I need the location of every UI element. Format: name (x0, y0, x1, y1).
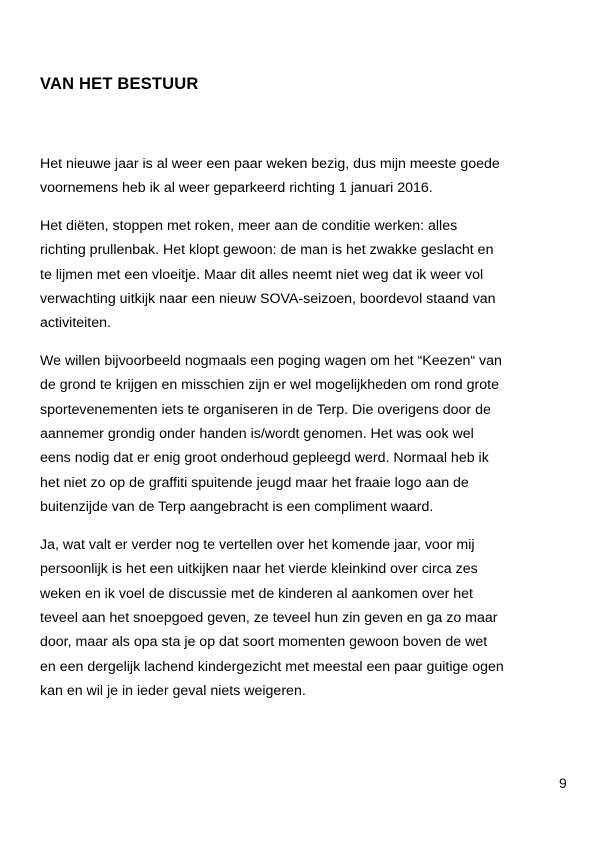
text-line: persoonlijk is het een uitkijken naar het vierde kleinkind over circa zes (40, 561, 478, 578)
text-line: voornemens heb ik al weer geparkeerd richting 1 januari 2016. (40, 180, 433, 197)
text-line: het niet zo op de graffiti spuitende jeugd maar het fraaie logo aan de (40, 474, 469, 491)
text-line: eens nodig dat er enig groot onderhoud gepleegd werd. Normaal heb ik (40, 450, 489, 467)
text-line: teveel aan het snoepgoed geven, ze teveel hun zin geven en ga zo maar (40, 609, 498, 626)
text-line: buitenzijde van de Terp aangebracht is een compliment waard. (40, 499, 434, 516)
page-number: 9 (559, 775, 567, 791)
text-line: kan en wil je in ieder geval niets weigeren. (40, 683, 306, 700)
text-line: en een dergelijk lachend kindergezicht met meestal een paar guitige ogen (40, 658, 504, 675)
paragraph-1 (40, 152, 580, 201)
text-line: We willen bijvoorbeeld nogmaals een poging wagen om het “Keezen“ van (40, 352, 502, 369)
paragraph-4 (40, 533, 580, 704)
text-line: aannemer grondig onder handen is/wordt genomen. Het was ook wel (40, 426, 474, 443)
text-line: Ja, wat valt er verder nog te vertellen over het komende jaar, voor mij (40, 536, 475, 553)
paragraph-2 (40, 214, 580, 336)
text-line: Het nieuwe jaar is al weer een paar weken bezig, dus mijn meeste goede (40, 156, 500, 172)
text-line: Het diëten, stoppen met roken, meer aan de conditie werken: alles (40, 217, 458, 234)
text-line: sportevenementen iets te organiseren in de Terp. Die overigens door de (40, 401, 491, 418)
section-heading: VAN HET BESTUUR (40, 75, 199, 93)
text-line: door, maar als opa sta je op dat soort momenten gewoon boven de wet (40, 634, 488, 651)
text-line: richting prullenbak. Het klopt gewoon: de man is het zwakke geslacht en (40, 242, 494, 259)
paragraph-3 (40, 349, 580, 520)
article-body (40, 152, 580, 717)
text-line: verwachting uitkijk naar een nieuw SOVA-seizoen, boordevol staand van (40, 291, 496, 308)
text-line: weken en ik voel de discussie met de kinderen al aankomen over het (40, 585, 473, 602)
text-line: de grond te krijgen en misschien zijn er wel mogelijkheden om rond grote (40, 377, 499, 394)
text-line: te lijmen met een vloeitje. Maar dit alles neemt niet weg dat ik weer vol (40, 266, 484, 283)
text-line: activiteiten. (40, 315, 111, 332)
